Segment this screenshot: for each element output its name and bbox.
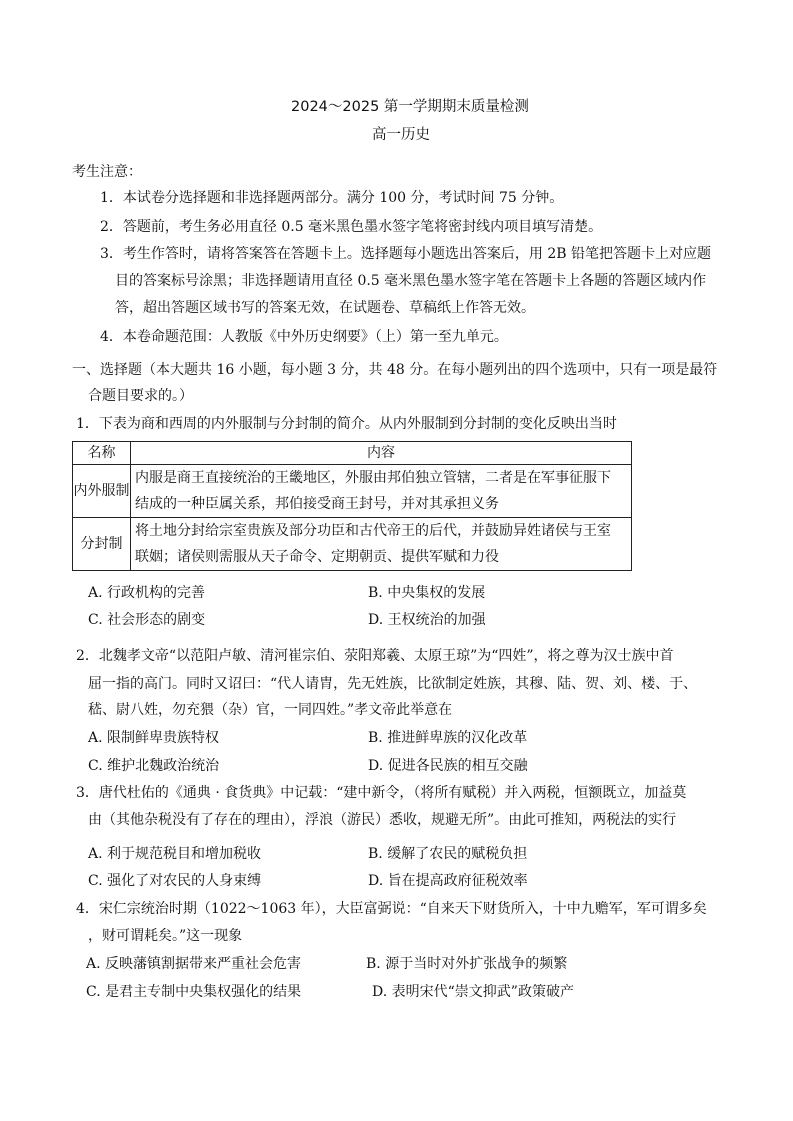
- section-heading: 一、选择题（本大题共 16 小题，每小题 3 分，共 48 分。在每小题列出的四个选项中，只有一项是最符: [72, 362, 718, 378]
- notice-item-3: 3．考生作答时，请将答案答在答题卡上。选择题每小题选出答案后，用 2B 铅笔把答题卡上对应题: [100, 246, 712, 262]
- q1-table: [72, 441, 632, 571]
- table-cell-name: 内外服制: [73, 465, 131, 518]
- q3-option-c[interactable]: C. 强化了对农民的人身束缚: [88, 873, 262, 889]
- table-cell-name: 分封制: [73, 518, 131, 571]
- q4-option-a[interactable]: A. 反映藩镇割据带来严重社会危害: [86, 956, 302, 972]
- exam-subject: 高一历史: [372, 127, 430, 143]
- q2-option-a[interactable]: A. 限制鲜卑贵族特权: [88, 730, 220, 746]
- notice-heading: 考生注意：: [72, 164, 142, 180]
- table-cell-content: [131, 518, 632, 571]
- q4-option-c[interactable]: C. 是君主专制中央集权强化的结果: [86, 984, 302, 1000]
- q4-option-b[interactable]: B. 源于当时对外扩张战争的频繁: [366, 956, 568, 972]
- q3-option-b[interactable]: B. 缓解了农民的赋税负担: [368, 846, 528, 862]
- table-header-content: 内容: [131, 442, 632, 465]
- q4-stem-line2: ，财可谓耗矣。”这一现象: [88, 928, 243, 944]
- q2-option-b[interactable]: B. 推进鲜卑族的汉化改革: [368, 730, 528, 746]
- q4-option-d[interactable]: D. 表明宋代“崇文抑武”政策破产: [372, 984, 574, 1000]
- q2-option-d[interactable]: D. 促进各民族的相互交融: [368, 758, 528, 774]
- q3-stem-line1: 3．唐代杜佑的《通典 · 食货典》中记载：“建中新令，（将所有赋税）并入两税，恒额既立，加益莫: [76, 785, 687, 801]
- q1-option-c[interactable]: C. 社会形态的剧变: [88, 612, 206, 628]
- notice-item-1: 1．本试卷分选择题和非选择题两部分。满分 100 分，考试时间 75 分钟。: [100, 190, 564, 206]
- q1-stem: 1．下表为商和西周的内外服制与分封制的简介。从内外服制到分封制的变化反映出当时: [76, 416, 617, 432]
- table-cell-line: 结成的一种臣属关系，邦伯接受商王封号，并对其承担义务: [135, 496, 499, 512]
- table-cell-line: 联姻；诸侯则需服从天子命令、定期朝贡、提供军赋和力役: [135, 549, 499, 565]
- q3-option-d[interactable]: D. 旨在提高政府征税效率: [368, 873, 528, 889]
- table-cell-line: 内服是商王直接统治的王畿地区，外服由邦伯独立管辖，二者是在军事征服下: [135, 470, 611, 486]
- table-cell-line: 将土地分封给宗室贵族及部分功臣和古代帝王的后代，并鼓励异姓诸侯与王室: [135, 523, 611, 539]
- table-header-row: [73, 442, 632, 465]
- q3-option-a[interactable]: A. 利于规范税目和增加税收: [88, 846, 262, 862]
- notice-item-3-cont1: 目的答案标号涂黑；非选择题请用直径 0.5 毫米黑色墨水签字笔在答题卡上各题的答题区域内作: [115, 273, 707, 289]
- q3-stem-line2: 由（其他杂税没有了存在的理由），浮浪（游民）悉收，规避无所”。由此可推知，两税法的实行: [88, 812, 677, 828]
- q2-stem-line3: 嵇、尉八姓，勿充猥（杂）官，一同四姓。”孝文帝此举意在: [88, 702, 453, 718]
- q1-option-b[interactable]: B. 中央集权的发展: [368, 585, 486, 601]
- q1-option-a[interactable]: A. 行政机构的完善: [88, 585, 206, 601]
- exam-title: 2024～2025 第一学期期末质量检测: [291, 99, 529, 115]
- q2-stem-line1: 2．北魏孝文帝“以范阳卢敏、清河崔宗伯、荥阳郑羲、太原王琼”为“四姓”，将之尊为汉士族中首: [76, 648, 674, 664]
- table-cell-content: [131, 465, 632, 518]
- notice-item-2: 2．答题前，考生务必用直径 0.5 毫米黑色墨水签字笔将密封线内项目填写清楚。: [100, 219, 603, 235]
- table-header-name: 名称: [73, 442, 131, 465]
- section-heading-cont: 合题目要求的。）: [88, 388, 193, 404]
- q2-option-c[interactable]: C. 维护北魏政治统治: [88, 758, 220, 774]
- notice-item-3-cont2: 答，超出答题区域书写的答案无效，在试题卷、草稿纸上作答无效。: [115, 300, 535, 316]
- notice-item-4: 4．本卷命题范围：人教版《中外历史纲要》（上）第一至九单元。: [100, 329, 508, 345]
- q1-option-d[interactable]: D. 王权统治的加强: [368, 612, 486, 628]
- table-row: [73, 465, 632, 518]
- q4-stem-line1: 4．宋仁宗统治时期（1022～1063 年），大臣富弼说：“自来天下财货所入，十中九赡军，军可谓多矣: [76, 901, 707, 917]
- q2-stem-line2: 屈一指的高门。同时又诏曰：“代人请胄，先无姓族，比欲制定姓族，其穆、陆、贺、刘、楼、于、: [88, 676, 698, 692]
- table-row: [73, 518, 632, 571]
